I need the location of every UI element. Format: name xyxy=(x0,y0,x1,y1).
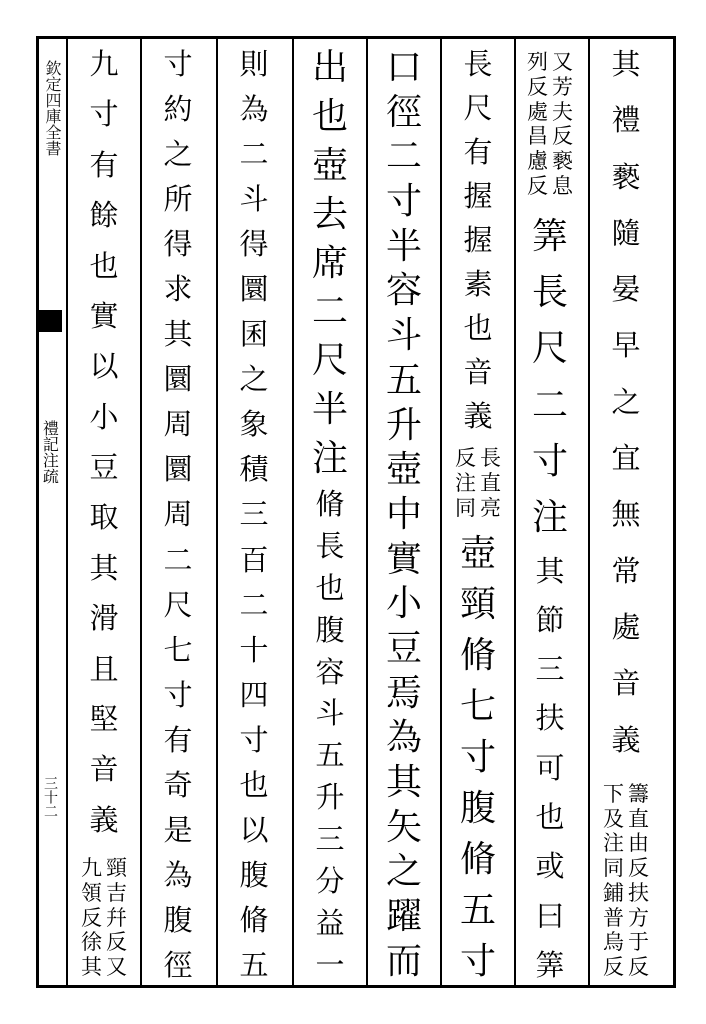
main-text-character: 其 xyxy=(385,762,422,803)
annotation-character: 扶 xyxy=(628,880,649,905)
commentary-character: 腹 xyxy=(239,857,269,892)
text-column xyxy=(70,47,138,980)
commentary-character: 寸 xyxy=(89,97,119,132)
main-text-character: 五 xyxy=(459,889,496,931)
annotation-character: 反 xyxy=(603,955,624,980)
main-text-character: 焉 xyxy=(385,672,422,714)
margin-page-number: 三十二 xyxy=(42,776,58,818)
annotation-character: 徐 xyxy=(81,930,102,955)
commentary-character: 義 xyxy=(611,722,641,757)
commentary-character: 尺 xyxy=(463,91,493,126)
commentary-character: 褻 xyxy=(611,159,641,194)
commentary-character: 音 xyxy=(611,666,641,701)
commentary-character: 分 xyxy=(315,864,345,899)
text-column xyxy=(444,47,512,982)
main-text-character: 長 xyxy=(531,272,568,314)
commentary-character: 圜 xyxy=(163,362,193,397)
main-text-character: 去 xyxy=(311,193,348,235)
commentary-character: 素 xyxy=(463,267,493,302)
commentary-character: 音 xyxy=(89,752,119,787)
annotation-character: 亮 xyxy=(480,495,501,520)
commentary-character: 節 xyxy=(535,602,565,637)
commentary-character: 求 xyxy=(163,272,193,307)
annotation-character: 注 xyxy=(455,471,476,496)
commentary-character: 尺 xyxy=(163,587,193,622)
main-text-character: 壺 xyxy=(385,449,422,491)
commentary-character: 義 xyxy=(463,399,493,434)
commentary-character: 有 xyxy=(163,722,193,757)
commentary-character: 也 xyxy=(89,248,119,283)
commentary-character: 常 xyxy=(611,553,641,588)
annotation-column xyxy=(455,446,476,520)
commentary-character: 則 xyxy=(239,47,269,81)
column-rule xyxy=(66,38,68,987)
commentary-character: 義 xyxy=(89,802,119,837)
annotation-block xyxy=(603,782,649,980)
annotation-character: 下 xyxy=(603,781,624,806)
commentary-character: 之 xyxy=(163,137,193,172)
commentary-character: 之 xyxy=(611,384,641,419)
main-text-character: 躍 xyxy=(385,896,422,938)
commentary-character: 十 xyxy=(239,632,269,667)
commentary-character: 百 xyxy=(239,542,269,577)
main-text-character: 席 xyxy=(311,242,348,284)
commentary-character: 囷 xyxy=(239,317,269,352)
annotation-block xyxy=(81,856,127,980)
commentary-character: 豆 xyxy=(89,450,119,484)
annotation-column xyxy=(81,856,102,980)
commentary-character: 象 xyxy=(239,407,269,442)
main-text-character: 二 xyxy=(311,291,348,333)
annotation-character: 籌 xyxy=(628,781,649,806)
commentary-character: 腹 xyxy=(163,902,193,937)
annotation-column xyxy=(552,50,573,199)
main-text-character: 豆 xyxy=(385,627,422,669)
annotation-character: 由 xyxy=(628,831,649,856)
commentary-character: 徑 xyxy=(163,947,193,982)
main-text-character: 壺 xyxy=(311,144,348,186)
commentary-character: 握 xyxy=(463,223,493,258)
commentary-character: 三 xyxy=(239,497,269,532)
main-text-character: 也 xyxy=(311,95,348,137)
commentary-character: 禮 xyxy=(611,103,641,138)
column-rule xyxy=(140,38,142,987)
annotation-block xyxy=(527,50,573,199)
annotation-character: 反 xyxy=(455,446,476,471)
commentary-character: 其 xyxy=(535,553,565,588)
main-text-character: 七 xyxy=(459,685,496,727)
main-text-character: 寸 xyxy=(459,940,496,982)
annotation-character: 又 xyxy=(106,955,127,980)
annotation-character: 吉 xyxy=(106,880,127,905)
main-text-character: 寸 xyxy=(531,441,568,482)
commentary-character: 容 xyxy=(315,654,345,689)
margin-series-title: 欽定四庫全書 xyxy=(43,60,62,156)
commentary-character: 筭 xyxy=(535,947,565,982)
main-text-character: 尺 xyxy=(531,328,568,370)
main-text-character: 尺 xyxy=(311,340,348,382)
main-text-character: 小 xyxy=(385,583,422,625)
commentary-character: 實 xyxy=(89,298,119,333)
main-text-character: 二 xyxy=(385,136,422,178)
commentary-character: 長 xyxy=(463,47,493,81)
main-text-character: 升 xyxy=(385,404,422,446)
annotation-character: 領 xyxy=(81,880,102,905)
commentary-character: 無 xyxy=(611,497,641,532)
commentary-character: 也 xyxy=(535,799,565,834)
commentary-character: 二 xyxy=(239,137,269,172)
commentary-character: 隨 xyxy=(611,215,641,250)
annotation-character: 同 xyxy=(603,856,624,881)
commentary-character: 二 xyxy=(239,587,269,622)
commentary-character: 約 xyxy=(163,92,193,127)
annotation-character: 普 xyxy=(603,905,624,930)
commentary-character: 寸 xyxy=(239,722,269,757)
annotation-character: 幷 xyxy=(106,905,127,930)
commentary-character: 為 xyxy=(163,857,193,892)
column-rule xyxy=(440,38,442,987)
commentary-character: 圜 xyxy=(239,272,269,307)
main-text-character: 二 xyxy=(531,384,568,426)
commentary-character: 二 xyxy=(163,542,193,577)
annotation-character: 長 xyxy=(480,446,501,471)
commentary-character: 握 xyxy=(463,179,493,214)
annotation-character: 方 xyxy=(628,905,649,930)
commentary-character: 也 xyxy=(239,767,269,802)
commentary-character: 益 xyxy=(315,905,345,940)
annotation-character: 直 xyxy=(480,471,501,496)
commentary-character: 一 xyxy=(315,947,345,982)
commentary-character: 之 xyxy=(239,362,269,397)
annotation-character: 芳 xyxy=(552,74,573,99)
commentary-character: 三 xyxy=(315,822,345,857)
commentary-character: 周 xyxy=(163,497,193,532)
main-text-character: 中 xyxy=(385,493,422,535)
annotation-character: 九 xyxy=(81,856,102,880)
annotation-character: 頸 xyxy=(106,856,127,880)
commentary-character: 小 xyxy=(89,399,119,434)
annotation-column xyxy=(628,782,649,980)
text-column xyxy=(592,47,660,980)
commentary-character: 七 xyxy=(163,632,193,667)
main-text-character: 斗 xyxy=(385,315,422,357)
commentary-character: 以 xyxy=(239,812,269,847)
column-rule xyxy=(216,38,218,987)
main-text-character: 矢 xyxy=(385,806,422,848)
main-text-character: 而 xyxy=(385,940,422,982)
annotation-character: 直 xyxy=(628,806,649,831)
annotation-character: 于 xyxy=(628,930,649,955)
annotation-character: 處 xyxy=(527,99,548,124)
commentary-character: 滑 xyxy=(89,601,119,636)
commentary-character: 圜 xyxy=(163,452,193,487)
column-rule xyxy=(292,38,294,987)
main-text-character: 之 xyxy=(385,851,422,893)
commentary-character: 奇 xyxy=(163,767,193,802)
main-text-character: 脩 xyxy=(459,838,496,880)
commentary-character: 脩 xyxy=(239,902,269,937)
annotation-character: 昌 xyxy=(527,124,548,149)
commentary-character: 有 xyxy=(89,147,119,182)
annotation-character: 烏 xyxy=(603,930,624,955)
commentary-character: 其 xyxy=(611,47,641,81)
commentary-character: 脩 xyxy=(315,487,345,522)
commentary-character: 積 xyxy=(239,452,269,487)
commentary-character: 為 xyxy=(239,92,269,127)
commentary-character: 長 xyxy=(315,528,345,563)
commentary-character: 也 xyxy=(315,570,345,605)
main-text-character: 五 xyxy=(385,359,422,401)
annotation-character: 注 xyxy=(603,831,624,856)
text-column xyxy=(296,47,364,982)
annotation-character: 列 xyxy=(527,50,548,74)
commentary-character: 寸 xyxy=(163,47,193,81)
commentary-character: 堅 xyxy=(89,701,119,736)
main-text-character: 實 xyxy=(385,538,422,580)
text-column xyxy=(144,47,212,982)
commentary-character: 其 xyxy=(163,317,193,352)
main-text-character: 注 xyxy=(531,497,568,539)
commentary-character: 寸 xyxy=(163,677,193,712)
main-text-character: 半 xyxy=(311,389,348,431)
annotation-character: 又 xyxy=(552,50,573,74)
main-text-character: 徑 xyxy=(385,91,422,133)
main-text-character: 口 xyxy=(385,47,422,88)
annotation-character: 息 xyxy=(552,173,573,198)
column-rule xyxy=(588,38,590,987)
commentary-character: 可 xyxy=(535,750,565,785)
annotation-character: 夫 xyxy=(552,99,573,124)
annotation-character: 褻 xyxy=(552,149,573,174)
main-text-character: 脩 xyxy=(459,634,496,676)
annotation-block xyxy=(455,446,501,520)
column-rule xyxy=(366,38,368,987)
commentary-character: 四 xyxy=(239,677,269,712)
main-text-character: 出 xyxy=(311,47,348,88)
annotation-character: 慮 xyxy=(527,149,548,174)
commentary-character: 宜 xyxy=(611,441,641,476)
fishtail-mark xyxy=(36,310,62,332)
annotation-character: 反 xyxy=(527,74,548,99)
main-text-character: 寸 xyxy=(385,181,422,223)
margin-book-title: 禮記注疏 xyxy=(40,420,60,484)
commentary-character: 斗 xyxy=(239,182,269,217)
annotation-character: 反 xyxy=(106,930,127,955)
main-text-character: 腹 xyxy=(459,787,496,829)
main-text-character: 頸 xyxy=(459,583,496,625)
main-text-character: 為 xyxy=(385,717,422,759)
annotation-column xyxy=(480,446,501,520)
main-text-character: 半 xyxy=(385,225,422,267)
commentary-character: 得 xyxy=(239,227,269,262)
commentary-character: 餘 xyxy=(89,198,119,233)
annotation-character: 反 xyxy=(628,955,649,980)
annotation-column xyxy=(106,856,127,980)
main-text-character: 容 xyxy=(385,270,422,312)
commentary-character: 三 xyxy=(535,652,565,687)
annotation-character: 同 xyxy=(455,495,476,520)
commentary-character: 周 xyxy=(163,407,193,442)
commentary-character: 晏 xyxy=(611,272,641,307)
annotation-character: 反 xyxy=(81,905,102,930)
commentary-character: 九 xyxy=(89,47,119,81)
main-text-character: 筭 xyxy=(531,215,568,257)
commentary-character: 所 xyxy=(163,182,193,217)
annotation-column xyxy=(527,50,548,199)
commentary-character: 取 xyxy=(89,500,119,535)
annotation-character: 及 xyxy=(603,806,624,831)
commentary-character: 以 xyxy=(89,349,119,384)
main-text-character: 壺 xyxy=(459,532,496,574)
main-text-character: 寸 xyxy=(459,736,496,778)
commentary-character: 是 xyxy=(163,812,193,847)
commentary-character: 也 xyxy=(463,311,493,346)
commentary-character: 斗 xyxy=(315,696,345,731)
annotation-character: 鋪 xyxy=(603,880,624,905)
commentary-character: 或 xyxy=(535,849,565,884)
text-column xyxy=(516,50,584,980)
commentary-character: 其 xyxy=(89,550,119,585)
commentary-character: 腹 xyxy=(315,612,345,647)
commentary-character: 升 xyxy=(315,780,345,815)
commentary-character: 曰 xyxy=(535,898,565,933)
annotation-character: 反 xyxy=(527,173,548,198)
annotation-character: 反 xyxy=(628,856,649,881)
commentary-character: 得 xyxy=(163,227,193,262)
text-column xyxy=(370,47,438,982)
commentary-character: 扶 xyxy=(535,701,565,736)
commentary-character: 早 xyxy=(611,328,641,363)
commentary-character: 五 xyxy=(239,947,269,982)
main-text-character: 注 xyxy=(311,438,348,480)
annotation-column xyxy=(603,782,624,980)
annotation-character: 其 xyxy=(81,955,102,980)
commentary-character: 且 xyxy=(89,651,119,686)
commentary-character: 五 xyxy=(315,738,345,773)
commentary-character: 音 xyxy=(463,355,493,390)
commentary-character: 處 xyxy=(611,609,641,644)
annotation-character: 反 xyxy=(552,124,573,149)
text-column xyxy=(220,47,288,982)
commentary-character: 有 xyxy=(463,135,493,170)
